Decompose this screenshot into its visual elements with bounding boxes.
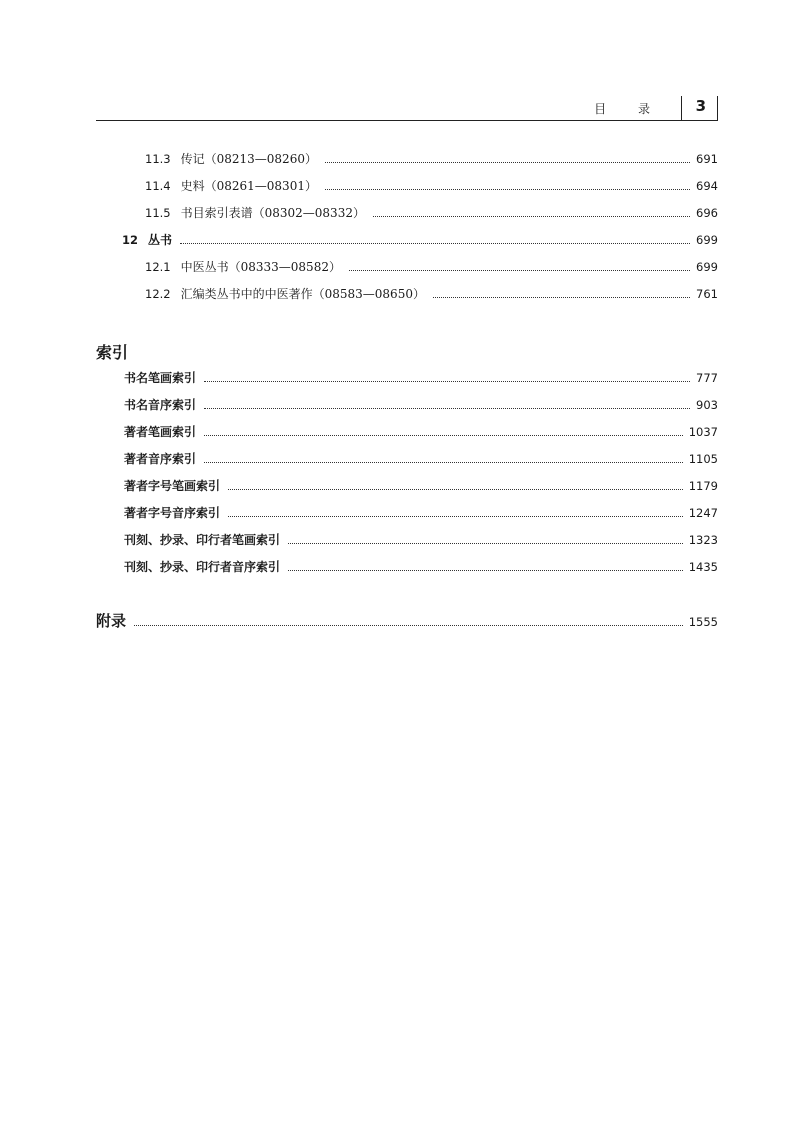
toc-entry-page: 699 bbox=[696, 233, 718, 247]
index-entry[interactable] bbox=[124, 504, 718, 522]
dot-leader bbox=[134, 625, 683, 626]
index-entry-title: 著者字号笔画索引 bbox=[124, 479, 221, 493]
toc-entry-page: 761 bbox=[696, 287, 718, 301]
appendix-title: 附录 bbox=[96, 612, 127, 630]
index-entry[interactable] bbox=[124, 423, 718, 441]
toc-entry-number: 12.2 bbox=[145, 287, 171, 301]
dot-leader bbox=[180, 243, 690, 244]
index-entry-page: 1105 bbox=[688, 452, 718, 466]
index-entry-page: 903 bbox=[696, 398, 718, 412]
index-entry-page: 1323 bbox=[688, 533, 718, 547]
index-entry-page: 1247 bbox=[688, 506, 718, 520]
index-entry[interactable] bbox=[124, 558, 718, 576]
dot-leader bbox=[204, 381, 690, 382]
index-entry-title: 著者字号音序索引 bbox=[124, 506, 221, 520]
header-divider-end bbox=[717, 96, 718, 120]
dot-leader bbox=[288, 543, 683, 544]
header-page-number: 3 bbox=[695, 97, 706, 115]
appendix-entry[interactable] bbox=[96, 612, 718, 630]
dot-leader bbox=[325, 189, 690, 190]
dot-leader bbox=[288, 570, 683, 571]
dot-leader bbox=[204, 462, 683, 463]
index-entry-page: 1179 bbox=[688, 479, 718, 493]
toc-entry-title: 丛书 bbox=[148, 233, 173, 247]
toc-entry[interactable] bbox=[145, 177, 718, 195]
toc-entry-page: 694 bbox=[696, 179, 718, 193]
appendix-page: 1555 bbox=[688, 615, 718, 629]
index-entry[interactable] bbox=[124, 477, 718, 495]
dot-leader bbox=[204, 435, 683, 436]
index-entry-title: 著者笔画索引 bbox=[124, 425, 197, 439]
toc-entry-page: 691 bbox=[696, 152, 718, 166]
index-entry-page: 1435 bbox=[688, 560, 718, 574]
toc-entry[interactable] bbox=[145, 258, 718, 276]
toc-entry[interactable] bbox=[145, 285, 718, 303]
index-entry-title: 著者音序索引 bbox=[124, 452, 197, 466]
toc-entry-number: 12.1 bbox=[145, 260, 171, 274]
dot-leader bbox=[204, 408, 690, 409]
toc-entry-number: 11.3 bbox=[145, 152, 171, 166]
index-entry[interactable] bbox=[124, 450, 718, 468]
toc-entry-title: 传记（08213—08260） bbox=[180, 152, 317, 166]
index-entry[interactable] bbox=[124, 531, 718, 549]
toc-entry-number: 12 bbox=[122, 233, 139, 247]
header-divider bbox=[681, 96, 682, 120]
running-header bbox=[96, 96, 718, 121]
index-entry-page: 1037 bbox=[688, 425, 718, 439]
toc-entry-number: 11.5 bbox=[145, 206, 171, 220]
dot-leader bbox=[349, 270, 690, 271]
index-section-heading: 索引 bbox=[96, 343, 129, 362]
dot-leader bbox=[325, 162, 690, 163]
index-entry-title: 刊刻、抄录、印行者笔画索引 bbox=[124, 533, 281, 547]
header-title: 目 录 bbox=[594, 102, 664, 116]
toc-entry-number: 11.4 bbox=[145, 179, 171, 193]
toc-entry-title: 史料（08261—08301） bbox=[180, 179, 317, 193]
dot-leader bbox=[228, 516, 683, 517]
toc-chapter-entry[interactable] bbox=[122, 231, 718, 249]
dot-leader bbox=[228, 489, 683, 490]
toc-entry-page: 699 bbox=[696, 260, 718, 274]
index-entry-title: 书名音序索引 bbox=[124, 398, 197, 412]
toc-entry-page: 696 bbox=[696, 206, 718, 220]
index-entry-title: 刊刻、抄录、印行者音序索引 bbox=[124, 560, 281, 574]
index-entry-page: 777 bbox=[696, 371, 718, 385]
toc-entry-title: 中医丛书（08333—08582） bbox=[180, 260, 341, 274]
toc-entry-title: 书目索引表谱（08302—08332） bbox=[180, 206, 365, 220]
dot-leader bbox=[373, 216, 690, 217]
index-entry-title: 书名笔画索引 bbox=[124, 371, 197, 385]
index-entry[interactable] bbox=[124, 396, 718, 414]
dot-leader bbox=[433, 297, 690, 298]
toc-entry-title: 汇编类丛书中的中医著作（08583—08650） bbox=[180, 287, 425, 301]
toc-entry[interactable] bbox=[145, 150, 718, 168]
toc-entry[interactable] bbox=[145, 204, 718, 222]
index-entry[interactable] bbox=[124, 369, 718, 387]
